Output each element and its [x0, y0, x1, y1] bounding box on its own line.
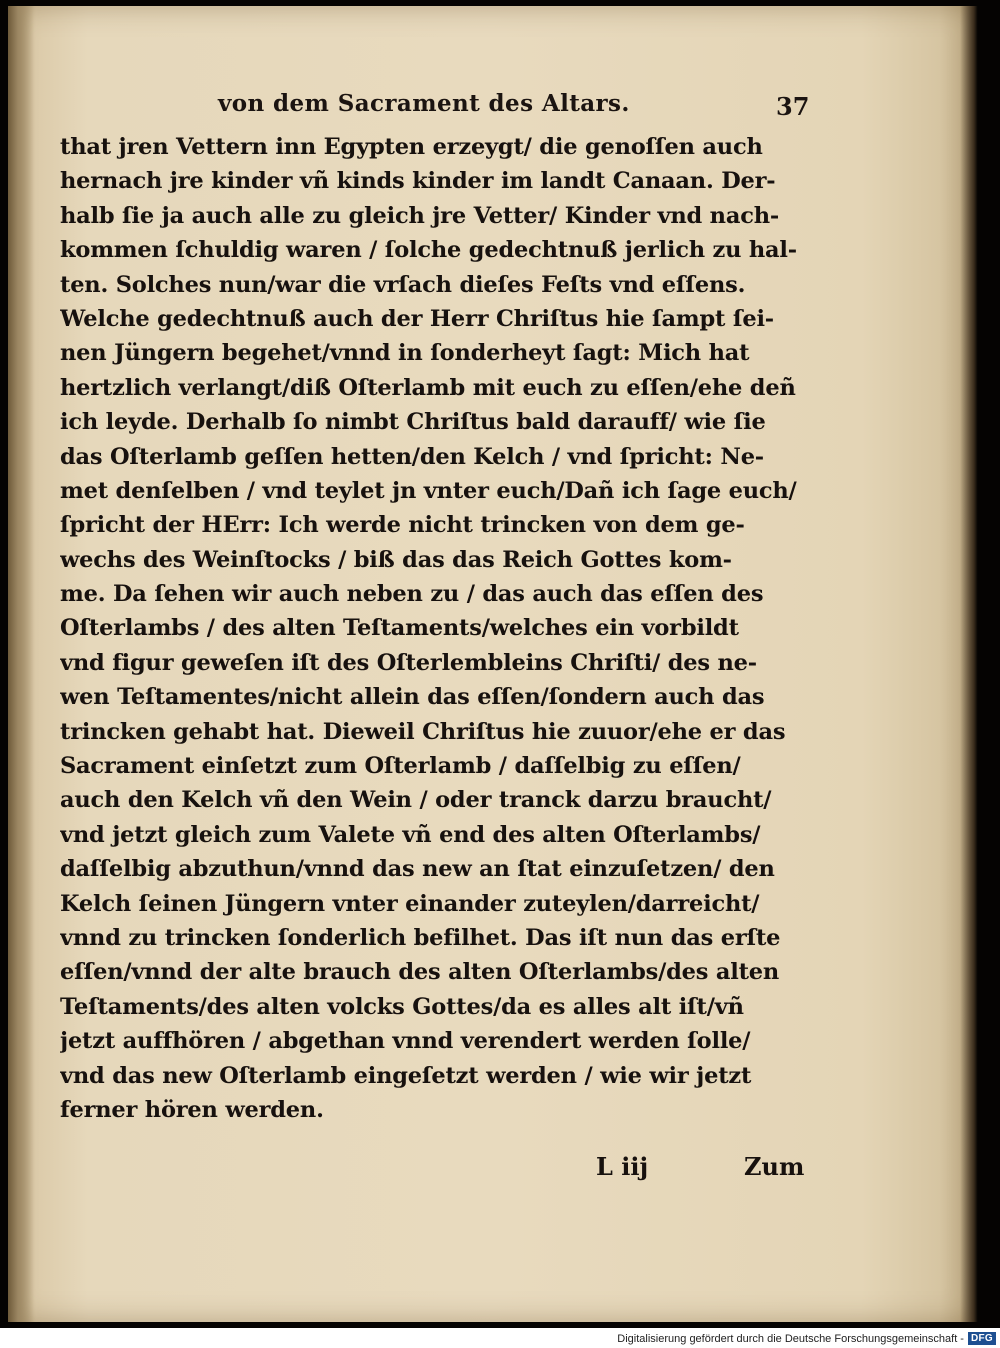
text-line: ten. Solches nun/war die vrſach dieſes Feſts vnd eſſens. — [60, 271, 746, 298]
text-line: Oſterlambs / des alten Teſtaments/welches ein vorbildt — [60, 615, 739, 642]
signature-mark: L iij — [596, 1152, 649, 1181]
text-line: vnnd zu trincken ſonderlich befilhet. Das iſt nun das erſte — [60, 924, 781, 951]
text-line: halb ſie ja auch alle zu gleich jre Vetter/ Kinder vnd nach- — [60, 202, 780, 229]
text-line: nen Jüngern begehet/vnnd in ſonderheyt ſagt: Mich hat — [60, 340, 750, 367]
text-line: vnd jetzt gleich zum Valete vñ end des alten Oſterlambs/ — [60, 821, 761, 848]
running-head: von dem Sacrament des Altars. — [218, 90, 630, 117]
digitization-credit — [617, 1332, 996, 1345]
catchword: Zum — [744, 1152, 805, 1181]
text-line: Welche gedechtnuß auch der Herr Chriſtus hie ſampt ſei- — [60, 305, 774, 332]
text-line: wen Teſtamentes/nicht allein das eſſen/ſondern auch das — [60, 684, 765, 711]
text-line: met denſelben / vnd teylet jn vnter euch/Dañ ich ſage euch/ — [60, 477, 797, 504]
book-page — [8, 6, 978, 1322]
text-line: kommen ſchuldig waren / ſolche gedechtnuß jerlich zu hal- — [60, 237, 797, 264]
text-line: das Oſterlamb geſſen hetten/den Kelch / vnd ſpricht: Ne- — [60, 443, 764, 470]
text-line: vnd das new Oſterlamb eingeſetzt werden / wie wir jetzt — [60, 1062, 752, 1089]
text-line: eſſen/vnnd der alte brauch des alten Oſterlambs/des alten — [60, 959, 780, 986]
text-line: auch den Kelch vñ den Wein / oder tranck darzu braucht/ — [60, 787, 772, 814]
dfg-logo-icon: DFG — [968, 1332, 996, 1345]
text-line: hertzlich verlangt/diß Oſterlamb mit euch zu eſſen/ehe deñ — [60, 374, 796, 401]
text-line: daſſelbig abzuthun/vnnd das new an ſtat einzuſetzen/ den — [60, 856, 775, 883]
page-edge-shadow — [960, 6, 978, 1322]
credit-text: Digitalisierung gefördert durch die Deutsche Forschungsgemeinschaft - — [617, 1332, 964, 1345]
text-line: trincken gehabt hat. Dieweil Chriſtus hie zuuor/ehe er das — [60, 718, 786, 745]
body-text — [60, 130, 820, 1127]
text-line: ſpricht der HErr: Ich werde nicht trincken von dem ge- — [60, 512, 745, 539]
text-line: vnd figur geweſen iſt des Oſterlembleins Chriſti/ des ne- — [60, 649, 757, 676]
text-line: hernach jre kinder vñ kinds kinder im landt Canaan. Der- — [60, 168, 776, 195]
text-line: Kelch ſeinen Jüngern vnter einander zuteylen/darreicht/ — [60, 890, 760, 917]
text-line: me. Da ſehen wir auch neben zu / das auch das eſſen des — [60, 581, 764, 608]
text-line: Sacrament einſetzt zum Oſterlamb / daſſelbig zu eſſen/ — [60, 753, 741, 780]
text-line: ferner hören werden. — [60, 1096, 324, 1123]
text-line: Teſtaments/des alten volcks Gottes/da es alles alt iſt/vñ — [60, 993, 744, 1020]
text-line: that jren Vettern inn Egypten erzeygt/ die genoſſen auch — [60, 134, 763, 160]
text-line: jetzt auffhören / abgethan vnnd verendert werden ſolle/ — [60, 1028, 751, 1055]
folio-number: 37 — [776, 92, 810, 121]
page-gutter-shadow — [8, 6, 34, 1322]
text-line: wechs des Weinſtocks / biß das das Reich Gottes kom- — [60, 546, 732, 573]
text-line: ich leyde. Derhalb ſo nimbt Chriſtus bald darauff/ wie ſie — [60, 409, 766, 436]
